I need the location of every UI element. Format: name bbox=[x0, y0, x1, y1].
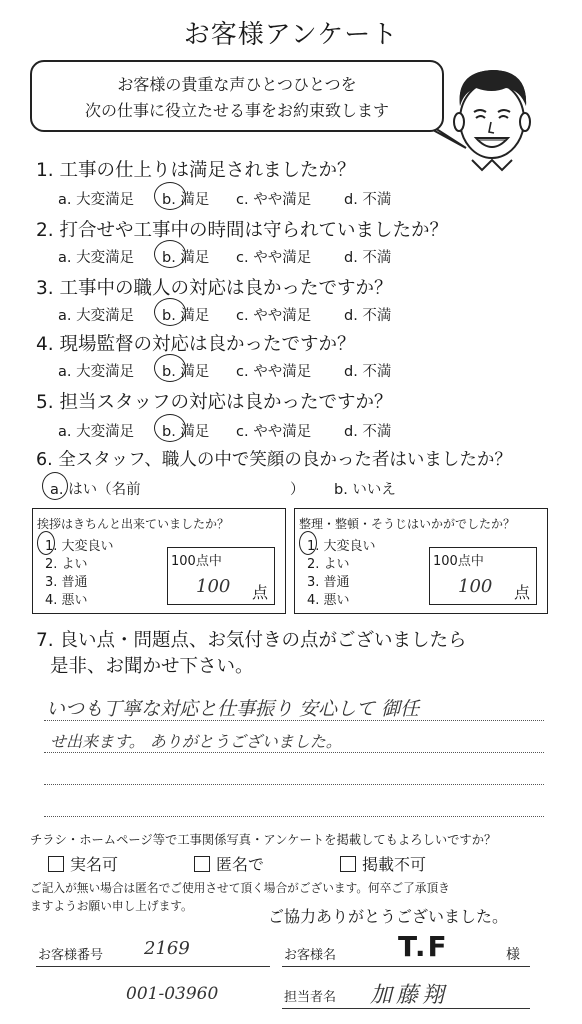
question-5: 5. 担当スタッフの対応は良かったですか？ bbox=[36, 392, 393, 413]
tidiness-rating-box bbox=[294, 508, 548, 614]
greeting-score-box bbox=[167, 547, 275, 605]
staff-name-rule bbox=[282, 1008, 530, 1009]
q1-selected-circle bbox=[154, 182, 186, 210]
greeting-option-4[interactable]: 4. 悪い bbox=[45, 593, 88, 608]
staff-name-label: 担当者名 bbox=[284, 990, 337, 1005]
q6-selected-circle bbox=[42, 472, 68, 500]
thanks-message: ご協力ありがとうございました。 bbox=[268, 907, 509, 926]
comment-rule-2 bbox=[44, 752, 544, 753]
question-1: 1. 工事の仕上りは満足されましたか？ bbox=[36, 160, 356, 181]
checkbox[interactable] bbox=[48, 856, 64, 872]
q1-option-d[interactable]: d. 不満 bbox=[344, 192, 392, 208]
q4-option-c[interactable]: c. やや満足 bbox=[236, 364, 312, 380]
tidiness-score-unit: 点 bbox=[514, 583, 531, 602]
q4-option-a[interactable]: a. 大変満足 bbox=[58, 364, 135, 380]
greeting-option-2[interactable]: 2. よい bbox=[45, 557, 88, 572]
q5-option-d[interactable]: d. 不満 bbox=[344, 424, 392, 440]
customer-number-value[interactable]: 2169 bbox=[144, 938, 190, 959]
customer-name-value[interactable]: T.F bbox=[398, 930, 449, 963]
q2-selected-circle bbox=[154, 240, 186, 268]
honorific-label: 様 bbox=[506, 947, 520, 963]
greeting-selected-circle bbox=[37, 531, 55, 555]
q1-option-b[interactable]: b. 満足 bbox=[162, 192, 210, 208]
comment-handwritten-line-2[interactable]: せ出来ます。 ありがとうございました。 bbox=[50, 732, 342, 751]
q3-option-c[interactable]: c. やや満足 bbox=[236, 308, 312, 324]
checkbox[interactable] bbox=[194, 856, 210, 872]
customer-name-rule bbox=[282, 966, 530, 967]
question-4: 4. 現場監督の対応は良かったですか？ bbox=[36, 334, 356, 355]
greeting-box-title: 挨拶はきちんと出来ていましたか？ bbox=[37, 517, 230, 531]
speech-bubble bbox=[30, 60, 444, 132]
publish-note-line-2: ますようお願い申し上げます。 bbox=[30, 899, 193, 913]
bubble-line-1: お客様の貴重な声ひとつひとつを bbox=[117, 75, 357, 94]
tidiness-option-2[interactable]: 2. よい bbox=[307, 557, 350, 572]
bubble-line-2: 次の仕事に役立たせる事をお約束致します bbox=[84, 101, 389, 120]
q5-option-a[interactable]: a. 大変満足 bbox=[58, 424, 135, 440]
publish-option-not-allowed[interactable]: 掲載不可 bbox=[340, 852, 426, 875]
q4-option-d[interactable]: d. 不満 bbox=[344, 364, 392, 380]
q5-option-c[interactable]: c. やや満足 bbox=[236, 424, 312, 440]
greeting-rating-box bbox=[32, 508, 286, 614]
tidiness-box-title: 整理・整頓・そうじはいかがでしたか？ bbox=[299, 517, 516, 531]
greeting-option-1[interactable]: 1. 大変良い bbox=[45, 539, 114, 554]
greeting-score-label: 100点中 bbox=[171, 554, 222, 569]
q6-close-paren: ） bbox=[290, 482, 305, 498]
publish-note-line-1: ご記入が無い場合は匿名でご使用させて頂く場合がございます。何卒ご了承頂き bbox=[30, 881, 450, 895]
q3-option-a[interactable]: a. 大変満足 bbox=[58, 308, 135, 324]
q4-selected-circle bbox=[154, 354, 186, 382]
tidiness-option-3[interactable]: 3. 普通 bbox=[307, 575, 350, 590]
q6-option-b[interactable]: b. いいえ bbox=[334, 482, 396, 498]
question-2: 2. 打合せや工事中の時間は守られていましたか？ bbox=[36, 220, 449, 241]
q2-option-b[interactable]: b. 満足 bbox=[162, 250, 210, 266]
question-7-line-2: 是非、お聞かせ下さい。 bbox=[50, 656, 254, 677]
checkbox[interactable] bbox=[340, 856, 356, 872]
customer-number-label: お客様番号 bbox=[38, 948, 104, 963]
comment-handwritten-line-1[interactable]: いつも丁寧な対応と仕事振り 安心して 御任 bbox=[46, 698, 420, 720]
survey-title: お客様アンケート bbox=[183, 20, 399, 50]
q2-option-c[interactable]: c. やや満足 bbox=[236, 250, 312, 266]
publish-question: チラシ・ホームページ等で工事関係写真・アンケートを掲載してもよろしいですか？ bbox=[30, 833, 497, 847]
q3-selected-circle bbox=[154, 298, 186, 326]
q4-option-b[interactable]: b. 満足 bbox=[162, 364, 210, 380]
q1-option-c[interactable]: c. やや満足 bbox=[236, 192, 312, 208]
tidiness-option-1[interactable]: 1. 大変良い bbox=[307, 539, 376, 554]
q5-selected-circle bbox=[154, 414, 186, 442]
staff-name-value[interactable]: 加藤翔 bbox=[370, 983, 449, 1008]
q2-option-a[interactable]: a. 大変満足 bbox=[58, 250, 135, 266]
greeting-score-unit: 点 bbox=[252, 583, 269, 602]
q5-option-b[interactable]: b. 満足 bbox=[162, 424, 210, 440]
publish-option-anonymous[interactable]: 匿名で bbox=[194, 852, 264, 875]
q3-option-d[interactable]: d. 不満 bbox=[344, 308, 392, 324]
q6-option-a[interactable]: a. はい（名前 bbox=[50, 482, 141, 498]
tidiness-score-box bbox=[429, 547, 537, 605]
q1-option-a[interactable]: a. 大変満足 bbox=[58, 192, 135, 208]
customer-name-label: お客様名 bbox=[284, 948, 337, 963]
handwritten-code[interactable]: 001-03960 bbox=[126, 984, 219, 1004]
customer-number-rule bbox=[36, 966, 270, 967]
tidiness-score-label: 100点中 bbox=[433, 554, 484, 569]
comment-rule-4 bbox=[44, 816, 544, 817]
staff-face-illustration bbox=[442, 62, 542, 174]
tidiness-option-4[interactable]: 4. 悪い bbox=[307, 593, 350, 608]
comment-rule-3 bbox=[44, 784, 544, 785]
tidiness-selected-circle bbox=[299, 531, 317, 555]
question-7-line-1: 7. 良い点・問題点、お気付きの点がございましたら bbox=[36, 630, 467, 651]
q3-option-b[interactable]: b. 満足 bbox=[162, 308, 210, 324]
greeting-option-3[interactable]: 3. 普通 bbox=[45, 575, 88, 590]
question-3: 3. 工事中の職人の対応は良かったですか？ bbox=[36, 278, 393, 299]
publish-option-real-name[interactable]: 実名可 bbox=[48, 852, 118, 875]
question-6: 6. 全スタッフ、職人の中で笑顔の良かった者はいましたか？ bbox=[36, 450, 512, 470]
tidiness-score-value[interactable]: 100 bbox=[458, 576, 493, 597]
q2-option-d[interactable]: d. 不満 bbox=[344, 250, 392, 266]
greeting-score-value[interactable]: 100 bbox=[196, 576, 231, 597]
